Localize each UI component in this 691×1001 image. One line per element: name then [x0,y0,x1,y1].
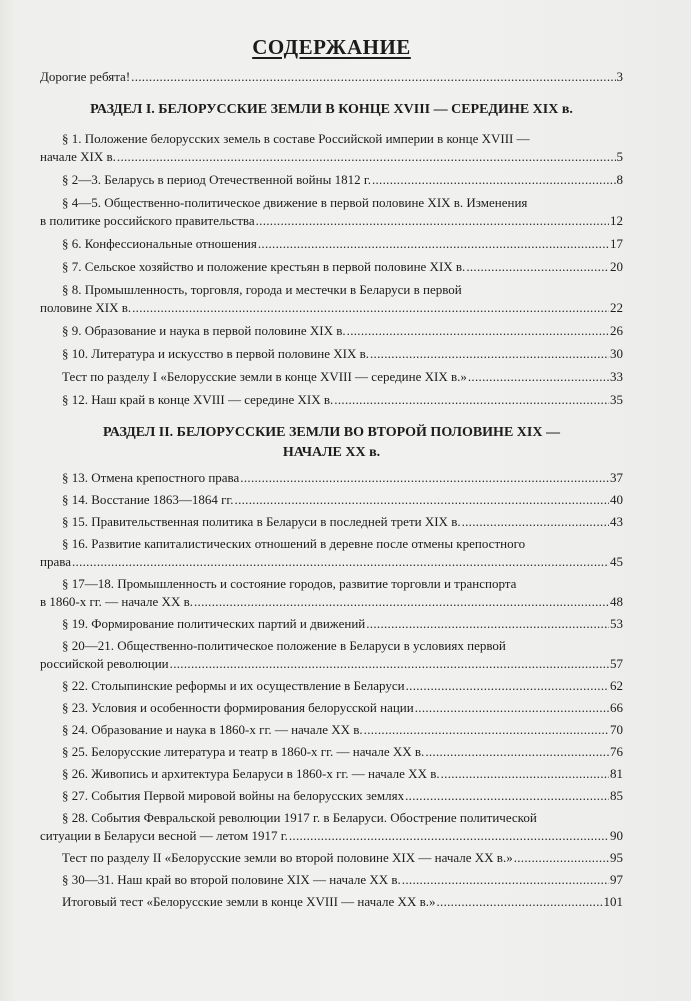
toc-page-number: 8 [616,172,623,187]
toc-entry[interactable] [40,281,623,317]
dot-leader [132,299,609,317]
dot-leader [256,212,609,230]
dot-leader [466,258,609,276]
toc-entry-text: § 23. Условия и особенности формирования белорусской нации [62,700,414,715]
toc-entry-text: § 7. Сельское хозяйство и положение крестьян в первой половине XIX в. [62,259,466,274]
toc-entry-text: § 26. Живопись и архитектура Беларуси в 1860-х гг. — начале XX в. [62,766,440,781]
toc-entry-text: § 1. Положение белорусских земель в составе Российской империи в конце XVIII — [62,131,530,146]
dot-leader [372,171,616,189]
toc-entry-text: § 28. События Февральской революции 1917 г. в Беларуси. Обострение политической [62,810,537,825]
toc-page-number: 70 [610,722,623,737]
toc-entry-line [40,391,623,409]
toc-entry[interactable] [40,849,623,867]
dot-leader [289,827,609,845]
toc-page-number: 95 [610,850,623,865]
toc-entry[interactable] [40,130,623,166]
toc-entry-line [40,194,623,212]
toc-entry-line [40,535,623,553]
toc-entry[interactable] [40,575,623,611]
toc-entry-text: половине XIX в. [40,300,132,315]
toc-entry-text: § 19. Формирование политических партий и движений [62,616,366,631]
toc-page-number: 57 [610,656,623,671]
section-heading [40,423,623,463]
toc-entry-text: в 1860-х гг. — начале XX в. [40,594,193,609]
toc-entry-line [40,637,623,655]
toc-entry-intro[interactable] [40,68,623,86]
toc-entry[interactable] [40,765,623,783]
dot-leader [415,699,609,717]
toc-page-number: 90 [610,828,623,843]
toc-entry[interactable] [40,535,623,571]
toc-entry[interactable] [40,893,623,911]
toc-entry-text: в политике российского правительства [40,213,255,228]
toc-page-number: 3 [616,69,623,84]
toc-page-number: 17 [610,236,623,251]
toc-entry[interactable] [40,787,623,805]
toc-entry-text: § 17—18. Промышленность и состояние городов, развитие торговли и транспорта [62,576,517,591]
toc-entry-text: § 8. Промышленность, торговля, города и местечки в Беларуси в первой [62,282,462,297]
dot-leader [235,491,609,509]
toc-page-number: 20 [610,259,623,274]
toc-page-number: 81 [610,766,623,781]
toc-page-number: 26 [610,323,623,338]
toc-entry-line [40,212,623,230]
toc-entry-line [40,699,623,717]
toc-entry-text: права [40,554,71,569]
toc-entry-line [40,68,623,86]
toc-entry-line [40,345,623,363]
dot-leader [462,513,609,531]
toc-entry-text: Дорогие ребята! [40,69,131,84]
toc-entry-line [40,655,623,673]
section-entries [40,130,623,409]
page-title: СОДЕРЖАНИЕ [252,35,411,59]
section-heading-line: РАЗДЕЛ I. БЕЛОРУССКИЕ ЗЕМЛИ В КОНЦЕ XVIII — СЕРЕДИНЕ XIX в. [90,102,573,117]
toc-entry[interactable] [40,469,623,487]
toc-page-number: 66 [610,700,623,715]
dot-leader [258,235,609,253]
toc-entry-text: § 4—5. Общественно-политическое движение в первой половине XIX в. Изменения [62,195,528,210]
toc-entry[interactable] [40,322,623,340]
toc-entry[interactable] [40,368,623,386]
toc-entry-line [40,809,623,827]
toc-page-number: 40 [610,492,623,507]
dot-leader [405,787,609,805]
toc-entry-text: российской революции [40,656,169,671]
toc-entry-text: § 30—31. Наш край во второй половине XIX — начале XX в. [62,872,401,887]
toc-entry-line [40,130,623,148]
toc-page-number: 76 [610,744,623,759]
toc-entry-text: § 24. Образование и наука в 1860-х гг. — начале XX в. [62,722,363,737]
toc-entry[interactable] [40,345,623,363]
toc-entry-line [40,258,623,276]
toc-page-number: 97 [610,872,623,887]
dot-leader [514,849,609,867]
toc-entry-text: § 25. Белорусские литература и театр в 1860-х гг. — начале XX в. [62,744,425,759]
toc-entry-line [40,322,623,340]
toc-entry[interactable] [40,615,623,633]
dot-leader [170,655,609,673]
dot-leader [436,893,602,911]
toc-entry[interactable] [40,258,623,276]
toc-entry-text: Тест по разделу I «Белорусские земли в конце XVIII — середине XIX в.» [62,369,467,384]
toc-entry-line [40,368,623,386]
toc-page-number: 62 [610,678,623,693]
toc-entry[interactable] [40,194,623,230]
toc-entry-text: § 15. Правительственная политика в Беларуси в последней трети XIX в. [62,514,461,529]
toc-entry-line [40,849,623,867]
toc-entry-text: § 13. Отмена крепостного права [62,470,240,485]
toc-page-number: 53 [610,616,623,631]
toc-page-number: 22 [610,300,623,315]
toc-entry[interactable] [40,721,623,739]
toc-entry-line [40,615,623,633]
toc-entry-line [40,299,623,317]
dot-leader [468,368,609,386]
toc-entry-line [40,575,623,593]
toc-entry[interactable] [40,513,623,531]
toc-entry-text: § 12. Наш край в конце XVIII — середине XIX в. [62,392,334,407]
toc-page-number: 48 [610,594,623,609]
section-entries [40,469,623,911]
toc-entry-line [40,721,623,739]
toc-entry-line [40,469,623,487]
toc-entry[interactable] [40,809,623,845]
toc-entry-text: начале XIX в. [40,149,116,164]
toc-entry-text: § 27. События Первой мировой войны на белорусских землях [62,788,405,803]
toc-entry[interactable] [40,743,623,761]
toc-entry-text: § 9. Образование и наука в первой половине XIX в. [62,323,346,338]
toc-entry[interactable] [40,699,623,717]
dot-leader [441,765,609,783]
toc-entry-line [40,871,623,889]
toc-entry-line [40,765,623,783]
toc-entry[interactable] [40,391,623,409]
dot-leader [72,553,609,571]
toc-entry-line [40,491,623,509]
toc-entry-line [40,148,623,166]
toc-entry-line [40,513,623,531]
toc-entry[interactable] [40,677,623,695]
toc-entry-line [40,743,623,761]
dot-leader [364,721,609,739]
section-heading-line: НАЧАЛЕ XX в. [282,445,381,460]
dot-leader [240,469,609,487]
toc-entry-line [40,787,623,805]
toc-entry-text: § 16. Развитие капиталистических отношений в деревне после отмены крепостного [62,536,526,551]
toc-entry[interactable] [40,171,623,189]
dot-leader [334,391,609,409]
dot-leader [406,677,609,695]
toc-page-number: 30 [610,346,623,361]
toc-page-number: 5 [616,149,623,164]
toc-entry-text: § 10. Литература и искусство в первой половине XIX в. [62,346,369,361]
toc-entry-line [40,677,623,695]
dot-leader [194,593,609,611]
toc-page-number: 35 [610,392,623,407]
toc-entry-text: Итоговый тест «Белорусские земли в конце XVIII — начале XX в.» [62,894,436,909]
toc-entry[interactable] [40,491,623,509]
dot-leader [131,68,615,86]
toc-page-number: 12 [610,213,623,228]
toc-page-number: 43 [610,514,623,529]
section-heading-line: РАЗДЕЛ II. БЕЛОРУССКИЕ ЗЕМЛИ ВО ВТОРОЙ ПОЛОВИНЕ XIX — [103,425,560,440]
toc-entry[interactable] [40,637,623,673]
dot-leader [425,743,609,761]
dot-leader [370,345,609,363]
toc-entry-text: ситуации в Беларуси весной — летом 1917 г. [40,828,288,843]
toc-entry-line [40,235,623,253]
toc-page-number: 101 [603,894,623,909]
toc-entry-text: § 22. Столыпинские реформы и их осуществление в Беларуси [62,678,405,693]
toc-entry-line [40,171,623,189]
section-heading [40,100,623,120]
toc-sections [40,100,623,911]
toc-entry[interactable] [40,235,623,253]
toc-entry-line [40,281,623,299]
toc-page-number: 33 [610,369,623,384]
dot-leader [347,322,609,340]
toc-entry-line [40,827,623,845]
toc-entry[interactable] [40,871,623,889]
toc-entry-line [40,893,623,911]
toc-page-number: 37 [610,470,623,485]
dot-leader [117,148,616,166]
toc-entry-text: Тест по разделу II «Белорусские земли во второй половине XIX — начале XX в.» [62,850,513,865]
toc-page-number: 85 [610,788,623,803]
toc-entry-text: § 6. Конфессиональные отношения [62,236,257,251]
toc-entry-line [40,553,623,571]
toc-page-number: 45 [610,554,623,569]
toc-entry-line [40,593,623,611]
toc-entry-text: § 20—21. Общественно-политическое положение в Беларуси в условиях первой [62,638,506,653]
dot-leader [366,615,609,633]
toc-entry-text: § 14. Восстание 1863—1864 гг. [62,492,234,507]
toc-entry-text: § 2—3. Беларусь в период Отечественной войны 1812 г. [62,172,371,187]
dot-leader [402,871,609,889]
